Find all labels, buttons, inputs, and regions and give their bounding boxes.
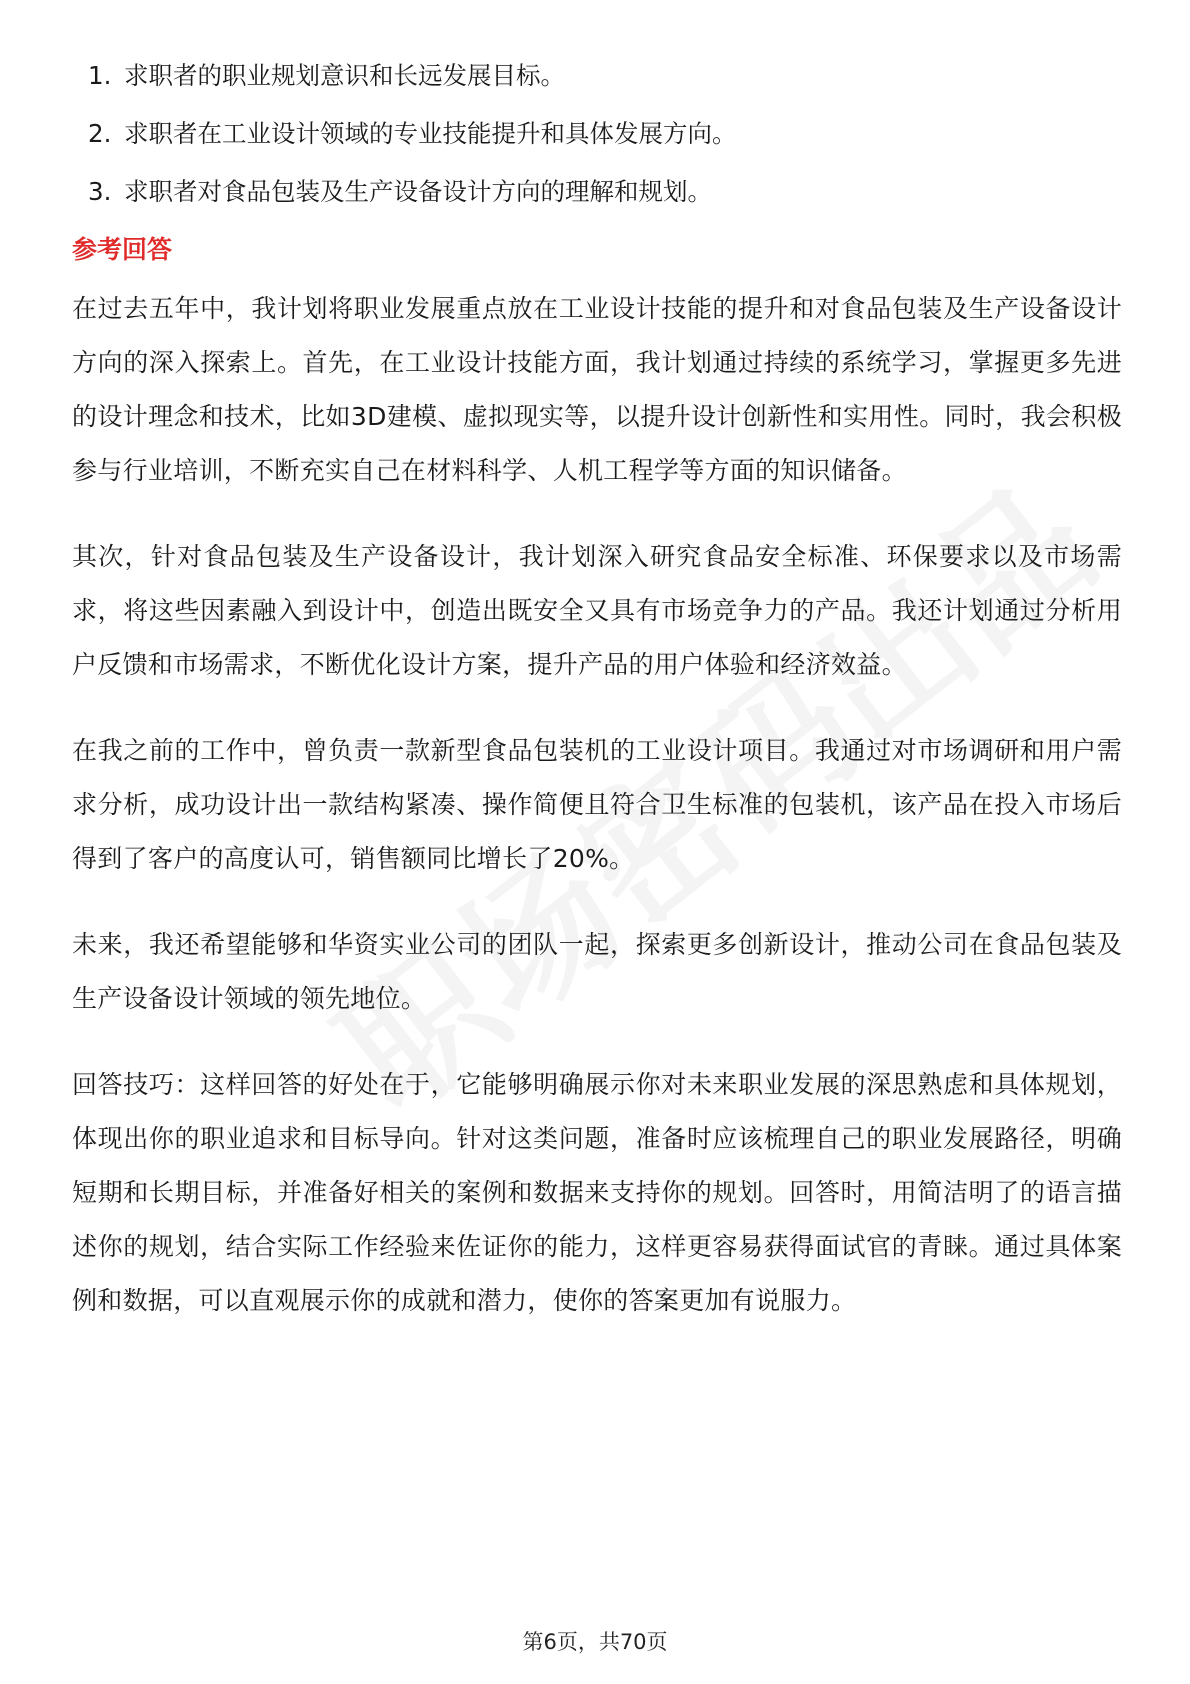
page-footer: [0, 1626, 1190, 1656]
list-item-text: 求职者在工业设计领域的专业技能提升和具体发展方向。: [124, 119, 737, 148]
list-item-number: 2.: [88, 119, 112, 148]
answer-paragraph: 在过去五年中，我计划将职业发展重点放在工业设计技能的提升和对食品包装及生产设备设计方向的深入探索上。首先，在工业设计技能方面，我计划通过持续的系统学习，掌握更多先进的设计理念和技术，比如3D建模、虚拟现实等，以提升设计创新性和实用性。同时，我会积极参与行业培训，不断充实自己在材料科学、人机工程学等方面的知识储备。: [72, 294, 1122, 485]
list-item: [72, 56, 1122, 96]
reference-answer-heading: 参考回答: [72, 235, 173, 264]
list-item-number: 3.: [88, 177, 112, 206]
question-list: [72, 56, 1122, 212]
list-item: [72, 114, 1122, 154]
list-item-text: 求职者对食品包装及生产设备设计方向的理解和规划。: [124, 177, 712, 206]
answer-tips-paragraph: 回答技巧：这样回答的好处在于，它能够明确展示你对未来职业发展的深思熟虑和具体规划，体现出你的职业追求和目标导向。针对这类问题，准备时应该梳理自己的职业发展路径，明确短期和长期目标，并准备好相关的案例和数据来支持你的规划。回答时，用简洁明了的语言描述你的规划，结合实际工作经验来佐证你的能力，这样更容易获得面试官的青睐。通过具体案例和数据，可以直观展示你的成就和潜力，使你的答案更加有说服力。: [72, 1070, 1122, 1315]
list-item: [72, 172, 1122, 212]
page-content: [72, 56, 1122, 1360]
page-number: 第6页，共70页: [522, 1630, 668, 1654]
answer-paragraph: 其次，针对食品包装及生产设备设计，我计划深入研究食品安全标准、环保要求以及市场需求，将这些因素融入到设计中，创造出既安全又具有市场竞争力的产品。我还计划通过分析用户反馈和市场需求，不断优化设计方案，提升产品的用户体验和经济效益。: [72, 542, 1122, 679]
list-item-number: 1.: [88, 61, 112, 90]
answer-paragraph: 未来，我还希望能够和华资实业公司的团队一起，探索更多创新设计，推动公司在食品包装及生产设备设计领域的领先地位。: [72, 930, 1122, 1013]
list-item-text: 求职者的职业规划意识和长远发展目标。: [124, 61, 565, 90]
answer-paragraph: 在我之前的工作中，曾负责一款新型食品包装机的工业设计项目。我通过对市场调研和用户需求分析，成功设计出一款结构紧凑、操作简便且符合卫生标准的包装机，该产品在投入市场后得到了客户的高度认可，销售额同比增长了20%。: [72, 736, 1122, 873]
